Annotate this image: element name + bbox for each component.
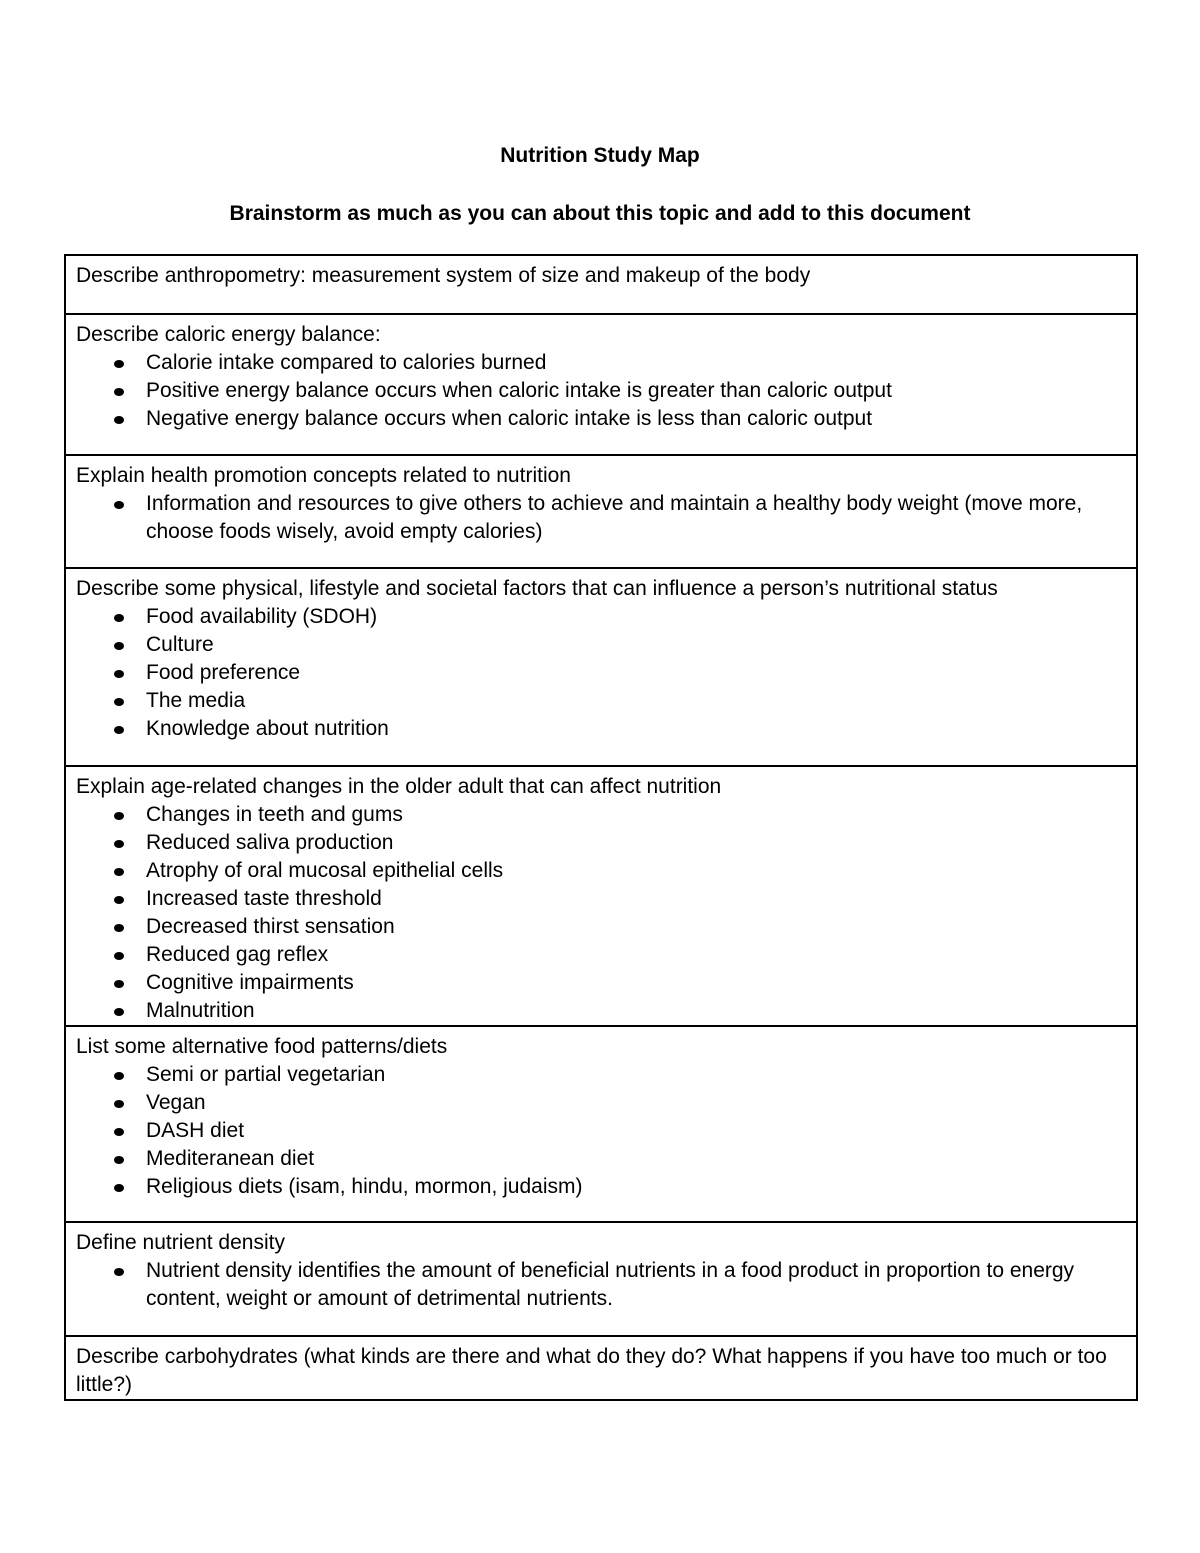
row-prompt: List some alternative food patterns/diets — [76, 1035, 448, 1058]
document-title: Nutrition Study Map — [500, 144, 700, 167]
list-item: Atrophy of oral mucosal epithelial cells — [146, 857, 1126, 885]
list-item: Decreased thirst sensation — [146, 913, 1126, 941]
list-item: Increased taste threshold — [146, 885, 1126, 913]
table-cell[interactable] — [65, 455, 1137, 568]
list-item: Reduced saliva production — [146, 829, 1126, 857]
list-item: Knowledge about nutrition — [146, 715, 1126, 743]
bullet-list — [76, 1257, 1126, 1313]
list-item: Negative energy balance occurs when caloric intake is less than caloric output — [146, 405, 1126, 433]
row-prompt: Describe some physical, lifestyle and societal factors that can influence a person’s nutritional status — [76, 577, 998, 600]
bullet-list — [76, 801, 1126, 1025]
row-prompt: Describe anthropometry: measurement system of size and makeup of the body — [76, 264, 811, 287]
list-item: Information and resources to give others to achieve and maintain a healthy body weight (move more, choose foods wisely, avoid empty calories) — [146, 490, 1126, 546]
list-item: Positive energy balance occurs when caloric intake is greater than caloric output — [146, 377, 1126, 405]
list-item: Religious diets (isam, hindu, mormon, judaism) — [146, 1173, 1126, 1201]
list-item: Vegan — [146, 1089, 1126, 1117]
table-cell[interactable] — [65, 255, 1137, 314]
list-item: Mediteranean diet — [146, 1145, 1126, 1173]
row-prompt: Describe caloric energy balance: — [76, 323, 381, 346]
study-map-table — [64, 254, 1138, 1401]
table-row — [65, 1222, 1137, 1336]
list-item: The media — [146, 687, 1126, 715]
list-item: Culture — [146, 631, 1126, 659]
list-item: Reduced gag reflex — [146, 941, 1126, 969]
row-prompt: Define nutrient density — [76, 1231, 285, 1254]
row-prompt: Explain age-related changes in the older adult that can affect nutrition — [76, 775, 722, 798]
list-item: Semi or partial vegetarian — [146, 1061, 1126, 1089]
document-subtitle: Brainstorm as much as you can about this topic and add to this document — [229, 202, 971, 225]
table-cell[interactable] — [65, 766, 1137, 1026]
table-cell[interactable] — [65, 314, 1137, 455]
row-prompt: Describe carbohydrates (what kinds are there and what do they do? What happens if you have too much or too little?) — [76, 1345, 1107, 1396]
table-row — [65, 1026, 1137, 1222]
table-row — [65, 1336, 1137, 1400]
bullet-list — [76, 490, 1126, 546]
bullet-list — [76, 349, 1126, 433]
table-cell[interactable] — [65, 1222, 1137, 1336]
table-row — [65, 568, 1137, 766]
bullet-list — [76, 1061, 1126, 1201]
table-cell[interactable] — [65, 568, 1137, 766]
list-item: DASH diet — [146, 1117, 1126, 1145]
table-cell[interactable] — [65, 1026, 1137, 1222]
table-row — [65, 455, 1137, 568]
bullet-list — [76, 603, 1126, 743]
list-item: Malnutrition — [146, 997, 1126, 1025]
list-item: Food availability (SDOH) — [146, 603, 1126, 631]
table-row — [65, 255, 1137, 314]
row-prompt: Explain health promotion concepts related to nutrition — [76, 464, 571, 487]
list-item: Changes in teeth and gums — [146, 801, 1126, 829]
list-item: Cognitive impairments — [146, 969, 1126, 997]
table-cell[interactable] — [65, 1336, 1137, 1400]
table-row — [65, 766, 1137, 1026]
list-item: Calorie intake compared to calories burned — [146, 349, 1126, 377]
list-item: Food preference — [146, 659, 1126, 687]
table-row — [65, 314, 1137, 455]
list-item: Nutrient density identifies the amount of beneficial nutrients in a food product in proportion to energy content, weight or amount of detrimental nutrients. — [146, 1257, 1126, 1313]
